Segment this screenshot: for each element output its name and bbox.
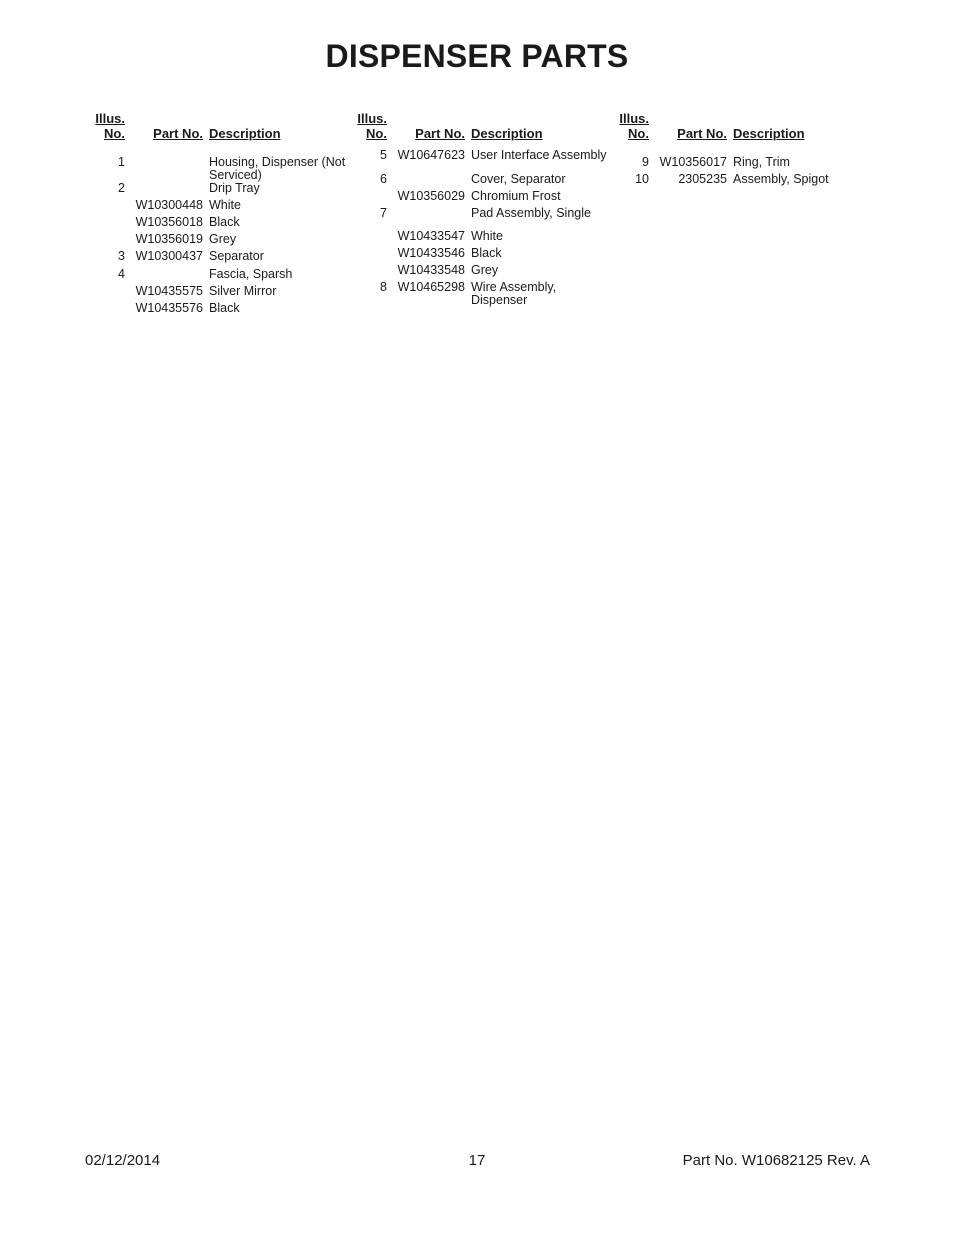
- header-description: Description: [733, 126, 805, 141]
- illus-number: 5: [380, 148, 387, 162]
- part-description: Housing, Dispenser (Not Serviced): [209, 155, 346, 182]
- illus-number: 3: [118, 249, 125, 263]
- part-description: Silver Mirror: [209, 284, 277, 298]
- column-header: [93, 111, 343, 145]
- part-description: Grey: [209, 232, 237, 246]
- illus-number: 9: [642, 155, 649, 169]
- header-no: No.: [628, 126, 649, 141]
- column-header: [617, 111, 867, 145]
- part-description: Separator: [209, 249, 264, 263]
- illus-number: 6: [380, 172, 387, 186]
- header-description: Description: [209, 126, 281, 141]
- part-number: W10435575: [135, 284, 203, 298]
- header-no: No.: [104, 126, 125, 141]
- part-description: Wire Assembly, Dispenser: [471, 280, 557, 307]
- illus-number: 1: [118, 155, 125, 169]
- part-number: W10300437: [135, 249, 203, 263]
- header-illus: Illus.: [95, 111, 125, 126]
- part-number: W10465298: [397, 280, 465, 294]
- part-number: W10356017: [659, 155, 727, 169]
- part-number: W10300448: [135, 198, 203, 212]
- parts-column-3: [617, 111, 867, 186]
- parts-column-2: [355, 111, 607, 307]
- part-number: W10356018: [135, 215, 203, 229]
- part-description: Fascia, Sparsh: [209, 267, 293, 281]
- part-description: Grey: [471, 263, 499, 277]
- part-description: Black: [209, 301, 240, 315]
- part-description: Pad Assembly, Single: [471, 206, 591, 220]
- footer-date: 02/12/2014: [85, 1152, 161, 1169]
- part-description: Cover, Separator: [471, 172, 566, 186]
- part-number: W10433548: [397, 263, 465, 277]
- header-part-no: Part No.: [415, 126, 465, 141]
- header-description: Description: [471, 126, 543, 141]
- illus-number: 2: [118, 181, 125, 195]
- part-number: W10356029: [397, 189, 465, 203]
- footer-page-number: 17: [468, 1152, 486, 1169]
- footer-part-number: Part No. W10682125 Rev. A: [682, 1152, 870, 1169]
- illus-number: 8: [380, 280, 387, 294]
- illus-number: 7: [380, 206, 387, 220]
- part-description: White: [209, 198, 241, 212]
- part-number: W10435576: [135, 301, 203, 315]
- header-illus: Illus.: [619, 111, 649, 126]
- part-description: Chromium Frost: [471, 189, 561, 203]
- header-part-no: Part No.: [153, 126, 203, 141]
- part-description: Black: [471, 246, 502, 260]
- part-description: User Interface Assembly: [471, 148, 607, 162]
- part-description: White: [471, 229, 503, 243]
- part-number: W10433547: [397, 229, 465, 243]
- page-title: DISPENSER PARTS: [325, 38, 629, 74]
- part-description: Black: [209, 215, 240, 229]
- column-header: [355, 111, 605, 145]
- header-part-no: Part No.: [677, 126, 727, 141]
- parts-column-1: [93, 111, 346, 315]
- part-number: 2305235: [678, 172, 727, 186]
- part-description: Ring, Trim: [733, 155, 790, 169]
- header-illus: Illus.: [357, 111, 387, 126]
- part-number: W10433546: [397, 246, 465, 260]
- part-description: Drip Tray: [209, 181, 260, 195]
- illus-number: 10: [635, 172, 649, 186]
- illus-number: 4: [118, 267, 125, 281]
- part-number: W10356019: [135, 232, 203, 246]
- part-number: W10647623: [397, 148, 465, 162]
- header-no: No.: [366, 126, 387, 141]
- part-description: Assembly, Spigot: [733, 172, 829, 186]
